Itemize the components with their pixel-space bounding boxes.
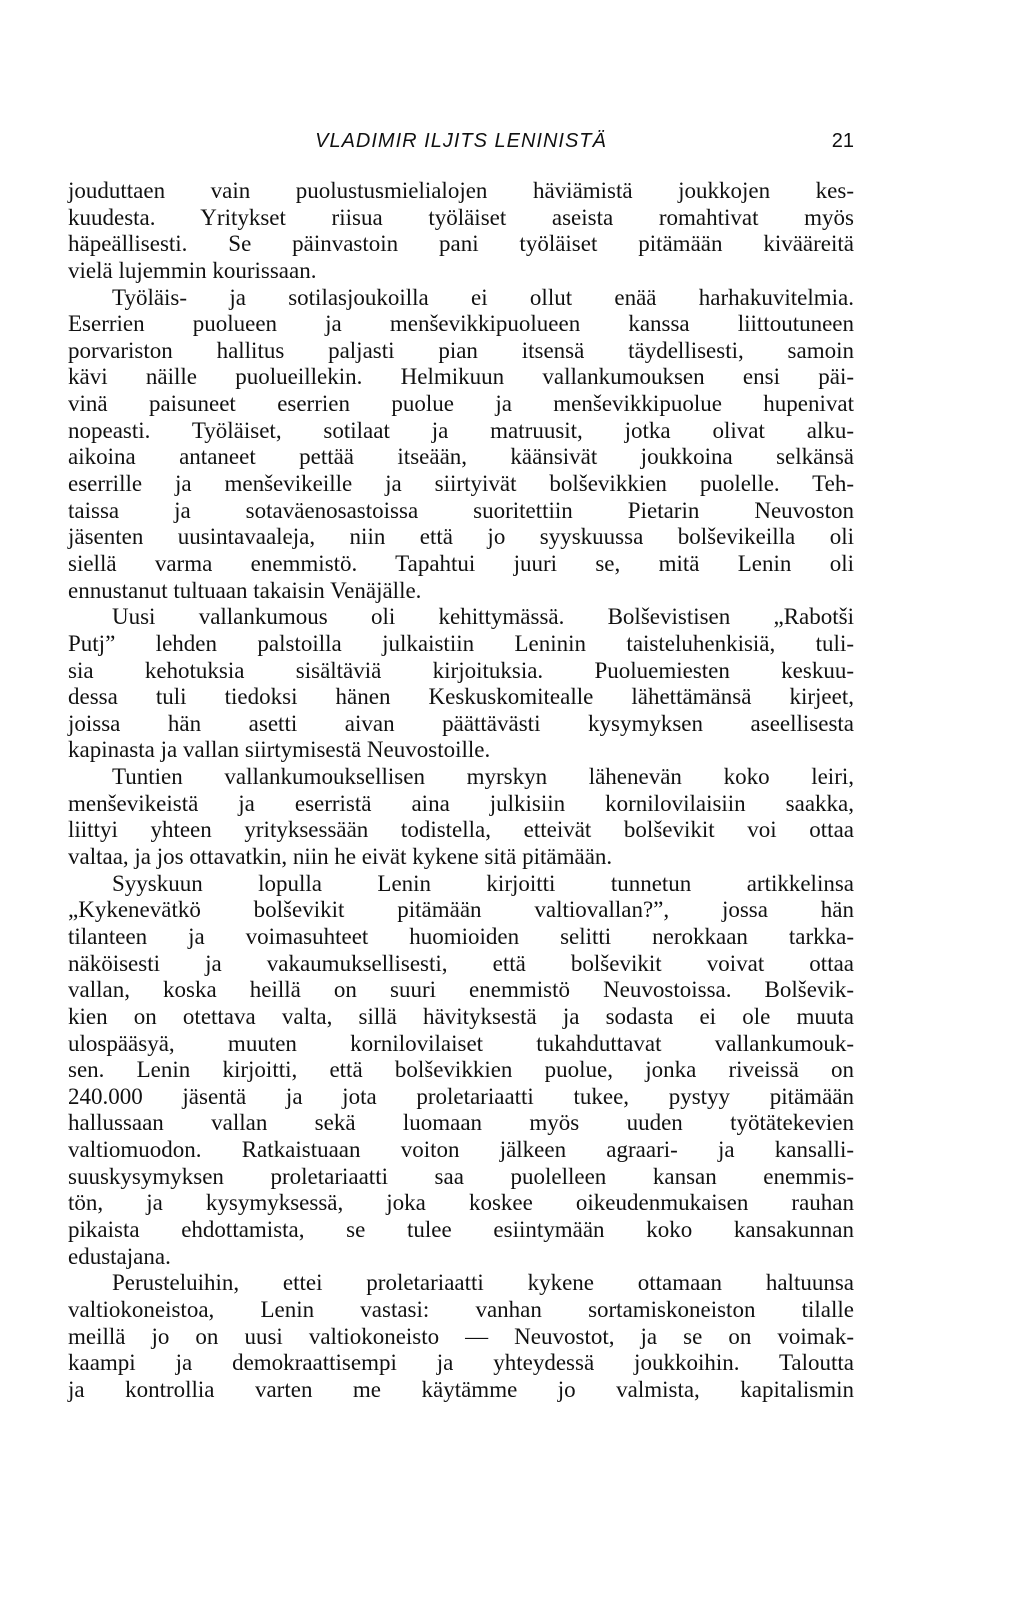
text-line: Tuntien vallankumouksellisen myrskyn lähenevän koko leiri, — [112, 764, 854, 790]
text-line: kien on otettava valta, sillä hävityksestä ja sodasta ei ole muuta — [68, 1003, 854, 1029]
text-line: Perusteluihin, ettei proletariaatti kykene ottamaan haltuunsa — [112, 1270, 854, 1296]
text-line: ennustanut tultuaan takaisin Venäjälle. — [68, 577, 422, 603]
text-line: edustajana. — [68, 1243, 171, 1269]
text-line: „Kykenevätkö bolševikit pitämään valtiovallan?”, jossa hän — [68, 897, 854, 923]
text-line: näköisesti ja vakaumuksellisesti, että bolševikit voivat ottaa — [68, 950, 854, 976]
running-head — [68, 130, 854, 164]
text-line: kapinasta ja vallan siirtymisestä Neuvostoille. — [68, 737, 491, 763]
text-line: nopeasti. Työläiset, sotilaat ja matruusit, jotka olivat alku- — [68, 417, 854, 443]
text-line: dessa tuli tiedoksi hänen Keskuskomitealle lähettämänsä kirjeet, — [68, 684, 854, 710]
text-line: Eserrien puolueen ja menševikkipuolueen kanssa liittoutuneen — [68, 311, 854, 337]
text-line: jäsenten uusintavaaleja, niin että jo syyskuussa bolševikeilla oli — [68, 524, 854, 550]
text-line: taissa ja sotaväenosastoissa suoritettiin Pietarin Neuvoston — [68, 497, 854, 523]
text-line: pikaista ehdottamista, se tulee esiintymään koko kansakunnan — [68, 1216, 854, 1242]
text-line: ja kontrollia varten me käytämme jo valmista, kapitalismin — [68, 1376, 854, 1402]
text-line: jouduttaen vain puolustusmielialojen häviämistä joukkojen kes- — [68, 178, 854, 203]
text-line: aikoina antaneet pettää itseään, käänsivät joukkoina selkänsä — [68, 444, 854, 470]
text-line: liittyi yhteen yrityksessään todistella, etteivät bolševikit voi ottaa — [68, 817, 854, 843]
page-number: 21 — [831, 130, 854, 152]
text-line: joissa hän asetti aivan päättävästi kysymyksen aseellisesta — [68, 710, 854, 736]
text-line: Putj” lehden palstoilla julkaistiin Leninin taisteluhenkisiä, tuli- — [68, 630, 854, 656]
text-line: sen. Lenin kirjoitti, että bolševikkien puolue, jonka riveissä on — [68, 1057, 854, 1083]
text-line: valtiomuodon. Ratkaistuaan voiton jälkeen agraari- ja kansalli- — [68, 1137, 854, 1163]
text-line: vinä paisuneet eserrien puolue ja menševikkipuolue hupenivat — [68, 391, 854, 417]
text-line: eserrille ja menševikeille ja siirtyivät bolševikkien puolelle. Teh- — [68, 471, 854, 497]
text-line: 240.000 jäsentä ja jota proletariaatti tukee, pystyy pitämään — [68, 1083, 854, 1109]
text-line: valtiokoneistoa, Lenin vastasi: vanhan sortamiskoneiston tilalle — [68, 1296, 854, 1322]
body-text — [68, 178, 854, 1403]
text-line: porvariston hallitus paljasti pian itsensä täydellisesti, samoin — [68, 337, 854, 363]
text-line: meillä jo on uusi valtiokoneisto — Neuvostot, ja se on voimak- — [68, 1323, 854, 1349]
text-line: häpeällisesti. Se päinvastoin pani työläiset pitämään kivääreitä — [68, 231, 854, 257]
text-line: hallussaan vallan sekä luomaan myös uuden työtätekevien — [68, 1110, 854, 1136]
text-line: ulospääsyä, muuten kornilovilaiset tukahduttavat vallankumouk- — [68, 1030, 854, 1056]
running-title: VLADIMIR ILJITS LENINISTÄ — [315, 130, 607, 152]
text-line: kävi näille puolueillekin. Helmikuun vallankumouksen ensi päi- — [68, 364, 854, 390]
text-line: suuskysymyksen proletariaatti saa puolelleen kansan enemmis- — [68, 1163, 854, 1189]
text-line: sia kehotuksia sisältäviä kirjoituksia. Puoluemiesten keskuu- — [68, 657, 854, 683]
text-line: siellä varma enemmistö. Tapahtui juuri se, mitä Lenin oli — [68, 550, 854, 576]
text-line: vallan, koska heillä on suuri enemmistö Neuvostoissa. Bolševik- — [68, 977, 854, 1003]
text-line: kaampi ja demokraattisempi ja yhteydessä joukkoihin. Taloutta — [68, 1350, 854, 1376]
text-line: tön, ja kysymyksessä, joka koskee oikeudenmukaisen rauhan — [68, 1190, 854, 1216]
text-line: Uusi vallankumous oli kehittymässä. Bolševistisen „Rabotši — [112, 604, 854, 630]
text-line: valtaa, ja jos ottavatkin, niin he eivät kykene sitä pitämään. — [68, 844, 613, 870]
text-line: Työläis- ja sotilasjoukoilla ei ollut enää harhakuvitelmia. — [112, 284, 854, 310]
text-line: kuudesta. Yritykset riisua työläiset aseista romahtivat myös — [68, 204, 854, 230]
text-line: tilanteen ja voimasuhteet huomioiden selitti nerokkaan tarkka- — [68, 923, 854, 949]
text-line: menševikeistä ja eserristä aina julkisiin kornilovilaisiin saakka, — [68, 790, 854, 816]
text-line: vielä lujemmin kourissaan. — [68, 257, 317, 283]
text-line: Syyskuun lopulla Lenin kirjoitti tunnetun artikkelinsa — [112, 870, 854, 896]
